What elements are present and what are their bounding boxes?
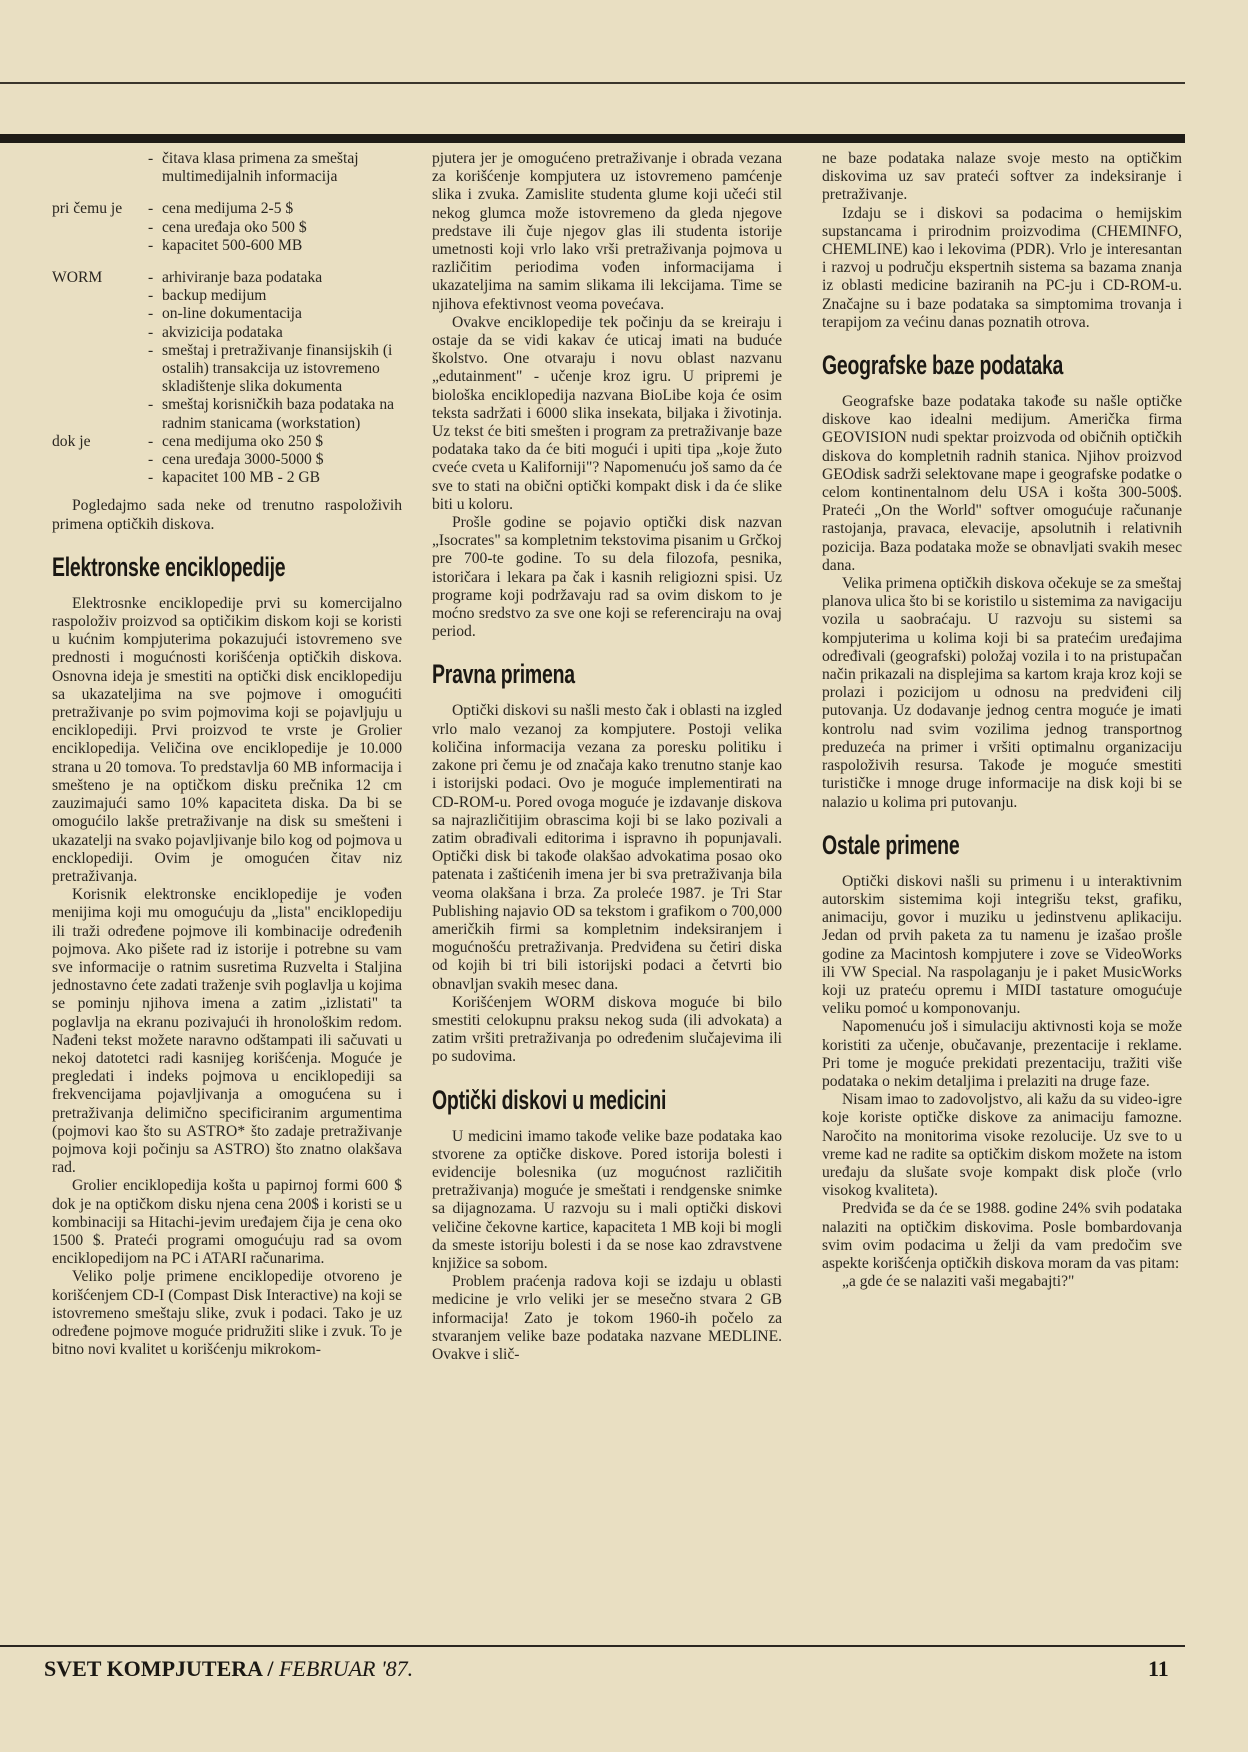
paragraph: Korišćenjem WORM diskova moguće bi bilo smestiti celokupnu praksu nekog suda (ili advokata) a zatim vršiti pretraživanja po određenim slučajevima ili po sudovima. bbox=[432, 993, 782, 1066]
list-item bbox=[52, 305, 402, 323]
list-item bbox=[52, 150, 402, 186]
list-dash: - bbox=[148, 396, 154, 414]
list-item-text: cena medijuma oko 250 $ bbox=[162, 432, 324, 450]
list-dash: - bbox=[148, 236, 154, 254]
paragraph: „a gde će se nalaziti vaši megabajti?" bbox=[842, 1273, 1075, 1291]
list-item-label: dok je bbox=[52, 432, 91, 450]
section-heading-medicine: Optički diskovi u medicini bbox=[432, 1084, 667, 1115]
list-item bbox=[52, 342, 402, 397]
list-dash: - bbox=[148, 469, 154, 487]
paragraph: Korisnik elektronske enciklopedije je vođen menijima koji mu omogućuju da „lista" enciklopediju ili traži određene pojmove ili kombinacije određenih pojmova. Ako pišete rad iz istorije i potrebne su vam sve informacije o ratnim susretima Ruzvelta i Staljina jednostavno ćete zadati traženje svih poglavlja u kojima se pominju njihova imena a zatim „izlistati" ta poglavlja na ekranu pozivajući ih hronološkim redom. Nađeni tekst možete naravno odštampati ili sačuvati u nekoj datotetci radi kasnijeg korišćenja. Moguće je pregledati i indeks pojmova u enciklopediji sa frekvencijama pojavljivanja a omogućena su i pretraživanja delimično specificiranim argumentima (pojmovi kao što su ASTRO* što zadaje pretraživanje pojmova koji počinju sa ASTRO) što znatno olakšava rad. bbox=[52, 886, 402, 1177]
section-heading-encyclopedias: Elektronske enciklopedije bbox=[52, 551, 286, 582]
list-item-text: backup medijum bbox=[162, 287, 267, 305]
list-item bbox=[52, 219, 402, 237]
feature-list bbox=[52, 150, 402, 487]
section-heading-geography: Geografske baze podataka bbox=[822, 350, 1064, 381]
list-item-text: čitava klasa primena za smeštaj multimedijalnih informacija bbox=[162, 150, 359, 186]
section-heading-other: Ostale primene bbox=[822, 829, 960, 860]
footer-rule bbox=[0, 1645, 1185, 1647]
column-3 bbox=[822, 150, 1182, 1660]
list-item-text: arhiviranje baza podataka bbox=[162, 269, 323, 287]
paragraph: Veliko polje primene enciklopedije otvoreno je korišćenjem CD-I (Compast Disk Interactive) na koji se istovremeno smeštaju slike, zvuk i podaci. Tako je uz određene pojmove moguće pridružiti slike i zvuk. To je bitno novi kvalitet u korišćenju mikrokom- bbox=[52, 1268, 402, 1359]
paragraph: Izdaju se i diskovi sa podacima o hemijskim supstancama i prirodnim proizvodima (CHEMINFO, CHEMLINE) kao i lekovima (PDR). Vrlo je interesantan i razvoj u području ekspertnih sistema sa bazama znanja iz oblasti medicine baziranih na PC-ju i CD-ROM-u. Značajne su i baze podataka sa simptomima trovanja i terapijom za većinu danas poznatih otrova. bbox=[822, 204, 1182, 331]
list-dash: - bbox=[148, 269, 154, 287]
list-dash: - bbox=[148, 218, 154, 236]
paragraph: Geografske baze podataka takođe su našle optičke diskove kao idealni medijum. Američka firma GEOVISION nudi spektar proizvoda od običnih optičkih diskova do kompletnih radnih stanica. Njihov proizvod GEOdisk sadrži selektovane mape i geografske podatke o celom kontinentalnom delu USA i košta 300-500$. Prateći „On the World" softver omogućuje računanje rastojanja, pravaca, elevacije, apsolutnih i relativnih pozicija. Baza podataka može se obnavljati svakih mesec dana. bbox=[822, 393, 1182, 574]
list-item bbox=[52, 469, 402, 487]
list-item bbox=[52, 396, 402, 432]
list-item-text: cena medijuma 2-5 $ bbox=[162, 200, 294, 218]
list-dash: - bbox=[148, 451, 154, 469]
paragraph: Velika primena optičkih diskova očekuje se za smeštaj planova ulica što bi se koristilo u sistemima za navigaciju vozila u saobraćaju. U razvoju su sistemi sa kompjuterima u kolima koji bi sa pratećim uređajima određivali (geografski) položaj vozila i to na pristupačan način prikazali na displejima sa kartom kraja kroz koji se prolazi i pozicijom u odnosu na predviđeni cilj putovanja. Uz dodavanje jednog centra moguće je imati kontrolu nad svim vozilima jednog transportnog preduzeća na primer i vršiti optimalnu organizaciju raspoloživih resursa. Takođe je moguće smestiti turističke i mnoge druge informacije na disk koji bi se nalazio u kolima pri putovanju. bbox=[822, 575, 1182, 811]
list-item-text: smeštaj korisničkih baza podataka na radnim stanicama (workstation) bbox=[162, 396, 395, 432]
list-item-label: pri čemu je bbox=[52, 200, 123, 218]
paragraph: Napomenuću još i simulaciju aktivnosti koja se može koristiti za učenje, obučavanje, prezentacije i reklame. Pri tome je moguće prekidati prezentaciju, tražiti više podataka o nekim detaljima i prelaziti na druge faze. bbox=[822, 1018, 1182, 1090]
list-dash: - bbox=[148, 287, 154, 305]
paragraph: Problem praćenja radova koji se izdaju u oblasti medicine je vrlo veliki jer se mesečno stvara 2 GB informacija! Zato je tokom 1960-ih počelo za stvaranjem velike baze podataka nazvane MEDLINE. Ovakve i slič- bbox=[432, 1273, 782, 1363]
paragraph: Predviđa se da će se 1988. godine 24% svih podataka nalaziti na optičkim diskovima. Posle bombardovanja svim ovim podacima u želji da vam predočim sve aspekte korišćenja optičkih diskova moram da vas pitam: bbox=[822, 1200, 1182, 1272]
list-dash: - bbox=[148, 323, 154, 341]
paragraph: Ovakve enciklopedije tek počinju da se kreiraju i ostaje da se vidi kakav će uticaj imati na buduće školstvo. One otvaraju i novu oblast nazvanu „edutainment" - učenje kroz igru. U pripremi je biološka enciklopedija nazvana BioLibe koja će osim teksta sadržati i 6000 slika insekata, biljaka i životinja. Uz tekst će biti smešten i program za pretraživanje baze podataka tako da će biti mogući i upiti tipa „koje žuto cveće cveta u Kaliforniji"? Napomenuću još samo da će sve to stati na obični optički kompakt disk i da će slike biti u koloru. bbox=[432, 313, 782, 513]
list-item bbox=[52, 269, 402, 287]
list-item bbox=[52, 237, 402, 255]
list-dash: - bbox=[148, 305, 154, 323]
issue-date: FEBRUAR '87. bbox=[278, 1656, 414, 1681]
footer-publication bbox=[44, 1656, 413, 1682]
list-item-text: kapacitet 100 MB - 2 GB bbox=[162, 469, 321, 487]
list-item-text: on-line dokumentacija bbox=[162, 305, 302, 323]
list-item-text: smeštaj i pretraživanje finansijskih (i ostalih) transakcija uz istovremeno skladištenje slika dokumenta bbox=[162, 341, 393, 396]
publication-name: SVET KOMPJUTERA bbox=[44, 1656, 262, 1681]
list-dash: - bbox=[148, 200, 154, 218]
column-2 bbox=[432, 150, 782, 1660]
list-item bbox=[52, 451, 402, 469]
list-dash: - bbox=[148, 150, 154, 167]
header-rule-thin bbox=[0, 82, 1185, 84]
list-dash: - bbox=[148, 341, 154, 359]
list-item bbox=[52, 287, 402, 305]
list-item-text: cena uređaja oko 500 $ bbox=[162, 218, 307, 236]
list-item-text: cena uređaja 3000-5000 $ bbox=[162, 451, 324, 469]
list-dash: - bbox=[148, 432, 154, 450]
paragraph: pjutera jer je omogućeno pretraživanje i obrada vezana za korišćenje kompjutera uz istovremeno pamćenje slika i zvuka. Zamislite studenta glume koji učeći stil nekog glumca može istovremeno da gleda njegove predstave ili čuje njegov glas ili studenta istorije umetnosti koji vrlo lako vrši pretraživanja pojmova u različitim periodima vođen informacijama i ukazateljima na samim slikama ili lekcijama. Time se njihova efektivnost veoma povećava. bbox=[432, 150, 782, 313]
paragraph: U medicini imamo takođe velike baze podataka kao stvorene za optičke diskove. Pored istorija bolesti i evidencije bolesnika (uz mogućnost različitih pretraživanja) moguće je smeštati i rendgenske snimke sa dijagnozama. U razvoju su i mali optički diskovi veličine čekovne kartice, kapaciteta 1 MB koji bi mogli da smeste istoriju bolesti i da se nose kao zdravstvene knjižice sa sobom. bbox=[432, 1127, 782, 1272]
paragraph: Grolier enciklopedija košta u papirnoj formi 600 $ dok je na optičkom disku njena cena 200$ i koristi se u kombinaciji sa Hitachi-jevim uređajem čija je cena oko 1500 $. Prateći programi omogućuju rad sa ovom enciklopedijom na PC i ATARI računarima. bbox=[52, 1177, 402, 1268]
header-rule-thick bbox=[0, 134, 1185, 143]
list-item-text: akvizicija podataka bbox=[162, 323, 283, 341]
column-1 bbox=[52, 150, 402, 1660]
paragraph: Optički diskovi su našli mesto čak i oblasti na izgled vrlo malo vezanoj za kompjutere. Postoji velika količina informacija vezana za poresku politiku i zakone pri čemu je od značaja kako trenutno stanje kao i istorijski podaci. Ovo je moguće implementirati na CD-ROM-u. Pored ovoga moguće je izdavanje diskova sa najrazličitijim obrascima koji bi se lako pozivali a zatim obrađivali editorima i ispravno ih popunjavali. Optički disk bi takođe olakšao advokatima posao oko patenata i zaštićenih imena jer bi sva pretraživanja bila veoma olakšana i brza. Za proleće 1987. je Tri Star Publishing najavio OD sa tekstom i grafikom o 700,000 američkih firmi sa kompletnim indeksiranjem i mogućnošću pretraživanja. Predviđena su četiri diska od kojih bi tri bili istorijski podaci a četvrti bio obnavljan svakih mesec dana. bbox=[432, 702, 782, 993]
list-item bbox=[52, 433, 402, 451]
list-item bbox=[52, 324, 402, 342]
paragraph: ne baze podataka nalaze svoje mesto na optičkim diskovima uz sav prateći softver za indeksiranje i pretraživanje. bbox=[822, 150, 1182, 204]
paragraph: Elektrosnke enciklopedije prvi su komercijalno raspoloživ proizvod sa optičikim diskom koji se koristi u kućnim kompjuterima pokazujući istovremeno sve prednosti i mogućnosti korišćenja optičkih diskova. Osnovna ideja je smestiti na optički disk enciklopediju sa ukazateljima na sve pojmove i omogućiti pretraživanje po svim pojmovima koji se pojavljuju u enciklopediji. Prvi proizvod te vrste je Grolier enciklopedija. Veličina ove enciklopedije je 10.000 strana u 20 tomova. To predstavlja 60 MB informacija i smešteno je na optičkom disku prečnika 12 cm zauzimajući samo 10% kapaciteta diska. Da bi se omogućilo lakše pretraživanje na disk su smešteni i ukazatelji na svako pojavljivanje bilo kog od pojmova u encklopediji. Ovim je omogućen čitav niz pretraživanja. bbox=[52, 594, 402, 885]
footer-separator: / bbox=[261, 1656, 279, 1681]
page-number: 11 bbox=[1148, 1656, 1169, 1681]
paragraph: Nisam imao to zadovoljstvo, ali kažu da su video-igre koje koriste optičke diskove za animaciju famozne. Naročito na monitorima visoke rezolucije. Uz sve to u vreme kad ne radite sa optičkim diskom možete na istom uređaju da slušate svoje kompakt disk ploče (vrlo visokog kvaliteta). bbox=[822, 1091, 1182, 1200]
paragraph: Prošle godine se pojavio optički disk nazvan „Isocrates" sa kompletnim tekstovima pisanim u Grčkoj pre 700-te godine. To su dela filozofa, pesnika, istoričara i lekara pa čak i kasnih religiozni spisi. Uz programe koji podržavaju rad sa ovim diskom to je moćno sredstvo za sve one koji se referenciraju na ovaj period. bbox=[432, 514, 782, 641]
list-item bbox=[52, 200, 402, 218]
list-item-label: WORM bbox=[52, 269, 103, 287]
paragraph: Optički diskovi našli su primenu i u interaktivnim autorskim sistemima koji integrišu tekst, grafiku, animaciju, govor i muziku u jedinstvenu aplikaciju. Jedan od prvih paketa za tu namenu je izašao prošle godine za Macintosh kompjutere i zove se VideoWorks ili VW Special. Na raspolaganju je i paket MusicWorks koji uz prateću opremu i MIDI tastature omogućuje veliku pomoć u komponovanju. bbox=[822, 872, 1182, 1018]
section-heading-legal: Pravna primena bbox=[432, 659, 575, 690]
list-item-text: kapacitet 500-600 MB bbox=[162, 236, 303, 254]
paragraph: Pogledajmo sada neke od trenutno raspoloživih primena optičkih diskova. bbox=[52, 497, 402, 533]
